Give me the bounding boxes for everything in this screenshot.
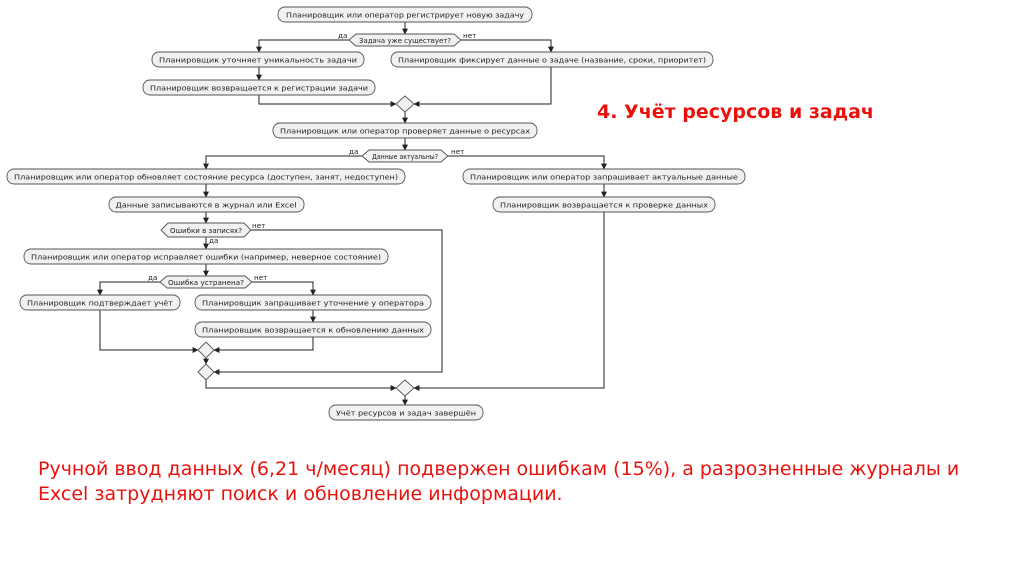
edge: [414, 67, 551, 104]
decision-error-fixed: [160, 276, 252, 288]
edge: [100, 310, 198, 350]
svg-text:Планировщик или оператор испра: Планировщик или оператор исправляет ошибки (например, неверное состояние): [31, 252, 382, 262]
node-clarify-unique: [152, 52, 364, 67]
svg-text:Планировщик или оператор прове: Планировщик или оператор проверяет данные о ресурсах: [280, 126, 531, 136]
branch-label-yes: да: [349, 147, 359, 156]
svg-text:Планировщик возвращается к обн: Планировщик возвращается к обновлению данных: [202, 325, 425, 335]
merge-diamond: [396, 96, 414, 112]
node-fix-errors: [24, 249, 388, 264]
decision-errors-in-log: [161, 223, 251, 237]
edge: [252, 282, 313, 295]
svg-text:Планировщик уточняет уникально: Планировщик уточняет уникальность задачи: [159, 55, 358, 65]
edge: [214, 337, 313, 350]
edge: [206, 380, 396, 388]
node-back-to-check: [493, 197, 715, 212]
svg-text:Задача уже существует?: Задача уже существует?: [359, 36, 452, 45]
node-back-to-update: [195, 322, 431, 337]
svg-text:Планировщик или оператор регис: Планировщик или оператор регистрирует новую задачу: [286, 10, 525, 20]
svg-text:Ошибка устранена?: Ошибка устранена?: [168, 278, 245, 287]
svg-text:Планировщик подтверждает учёт: Планировщик подтверждает учёт: [27, 298, 173, 308]
edge: [461, 40, 551, 52]
merge-diamond: [198, 364, 214, 380]
node-request-clarify: [195, 295, 431, 310]
node-confirm: [20, 295, 180, 310]
merge-diamond: [396, 380, 414, 396]
edge: [206, 156, 362, 169]
edge: [100, 282, 160, 295]
branch-label-no: нет: [463, 31, 477, 40]
branch-label-no: нет: [254, 273, 268, 282]
slide-note: Ручной ввод данных (6,21 ч/месяц) подвержен ошибкам (15%), а разрозненные журналы и Excel затрудняют поиск и обновление информации.: [38, 458, 960, 505]
slide-title: 4. Учёт ресурсов и задач: [597, 101, 874, 123]
node-done: [329, 405, 483, 420]
node-register: [278, 7, 532, 22]
node-write-log: [109, 197, 304, 212]
branch-label-no: нет: [252, 221, 266, 230]
svg-text:Планировщик или оператор обнов: Планировщик или оператор обновляет состояние ресурса (доступен, занят, недоступен): [14, 172, 399, 182]
merge-diamond: [198, 342, 214, 358]
branch-label-yes: да: [209, 236, 219, 245]
svg-text:Планировщик возвращается к рег: Планировщик возвращается к регистрации задачи: [150, 83, 369, 93]
decision-task-exists: [349, 34, 461, 46]
node-check-resources: [273, 123, 537, 138]
svg-text:Планировщик запрашивает уточне: Планировщик запрашивает уточнение у оператора: [202, 298, 424, 308]
edge: [259, 95, 396, 104]
decision-data-actual: [362, 150, 448, 162]
svg-text:Данные актуальны?: Данные актуальны?: [372, 152, 439, 161]
node-back-to-register: [143, 80, 375, 95]
svg-text:Учёт ресурсов и задач завершён: Учёт ресурсов и задач завершён: [336, 408, 477, 418]
svg-text:Планировщик фиксирует данные о: Планировщик фиксирует данные о задаче (название, сроки, приоритет): [398, 55, 707, 65]
edge: [259, 40, 349, 52]
edge: [448, 156, 604, 169]
branch-label-yes: да: [338, 31, 348, 40]
branch-label-no: нет: [451, 147, 465, 156]
svg-text:Данные записываются в журнал и: Данные записываются в журнал или Excel: [115, 200, 297, 210]
branch-label-yes: да: [148, 273, 158, 282]
node-request-actual: [463, 169, 745, 184]
svg-text:Планировщик или оператор запра: Планировщик или оператор запрашивает актуальные данные: [470, 172, 739, 182]
svg-text:Ошибки в записях?: Ошибки в записях?: [170, 226, 243, 235]
svg-text:Планировщик возвращается к про: Планировщик возвращается к проверке данных: [500, 200, 709, 210]
node-record-task: [391, 52, 713, 67]
diagram-edges: [100, 22, 604, 405]
node-update-state: [7, 169, 405, 184]
